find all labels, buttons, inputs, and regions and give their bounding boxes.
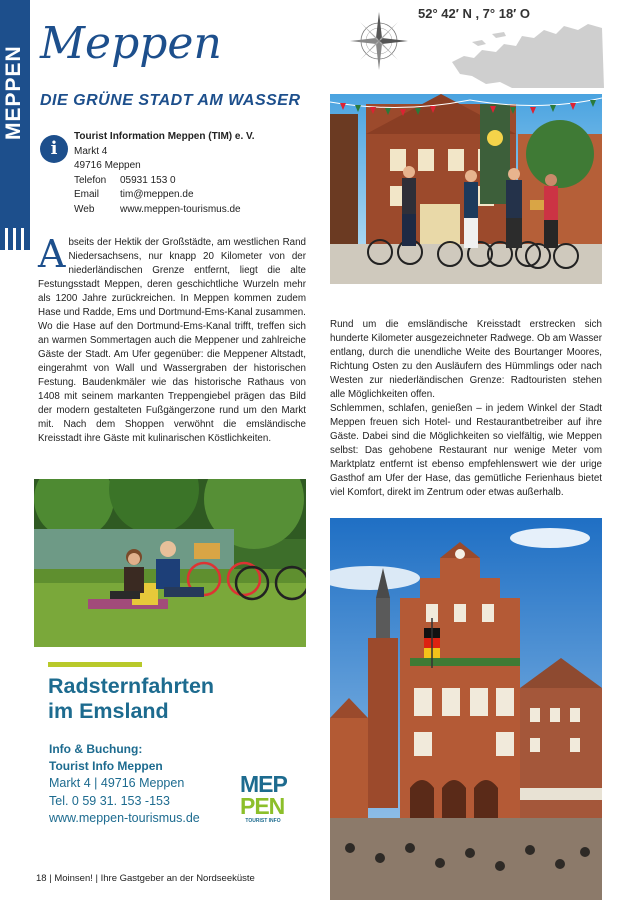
logo-sub-text: TOURIST INFO — [245, 818, 281, 824]
article-left-column — [38, 232, 306, 446]
photo-town-hall — [330, 518, 602, 900]
logo-bottom-text: PEN — [240, 793, 285, 819]
meppen-tourist-info-logo — [240, 773, 304, 829]
ad-contact — [49, 775, 200, 828]
drop-cap: A — [38, 232, 66, 276]
logo-top-text: MEP — [240, 771, 287, 797]
tourist-info-email-row — [74, 188, 255, 203]
ad-phone[interactable]: Tel. 0 59 31. 153 -153 — [49, 793, 170, 808]
ad-address: Markt 4 | 49716 Meppen — [49, 776, 185, 790]
web-value: www.meppen-tourismus.de — [120, 203, 241, 215]
article-paragraph-4: Schlemmen, schlafen, genießen – in jedem Winkel der Stadt Meppen freuen sich Hotel- und Restaurantbetreiber auf ihre Gäste. Dabei sind die Möglichkeiten so vielfältig, wie Meppen selbst: Das gehobene Restaurant nur wenige Meter vom Marktplatz entfernt ist ebenso empfehlenswert wie der urige Gasthof am Ufer der Hase, das gemütliche Ferienhaus bietet viel Komfort, direkt im Zentrum oder etwas außerhalb. — [330, 403, 602, 498]
ad-heading — [49, 741, 163, 775]
web-label: Web — [74, 203, 95, 215]
tourist-info-name: Tourist Information Meppen (TIM) e. V. — [74, 131, 255, 142]
phone-value: 05931 153 0 — [120, 174, 176, 186]
tourist-info-city: 49716 Meppen — [74, 160, 141, 171]
ad-title-line-2: im Emsland — [48, 699, 169, 723]
tourist-info-street: Markt 4 — [74, 145, 108, 157]
ad-accent-line — [48, 662, 142, 667]
map-silhouette-icon — [452, 22, 604, 88]
page-subtitle: DIE GRÜNE STADT AM WASSER — [40, 92, 301, 109]
sidebar-label: MEPPEN — [2, 45, 25, 140]
info-icon: i — [40, 135, 68, 163]
article-paragraph-1-text: bseits der Hektik der Großstädte, am westlichen Rand Niedersachsens, nur knapp 20 Kilometer von der niederländischen Grenze entfernt, liegt die alte Festungsstadt Meppen, deren geschichtliche Wurzeln mehr als 1200 Jahre zurückreichen. In Meppen kommen zudem Hase und Radde, Ems und Dortmund-Ems-Kanal zusammen. — [38, 237, 306, 318]
ad-heading-line-1: Info & Buchung: — [49, 742, 143, 756]
ad-heading-line-2: Tourist Info Meppen — [49, 759, 163, 773]
phone-label: Telefon — [74, 174, 107, 186]
tourist-info-web-row — [74, 203, 255, 218]
coordinates: 52° 42′ N , 7° 18′ O — [418, 6, 531, 21]
photo-picnic — [34, 479, 306, 647]
tourist-info-block — [74, 130, 255, 217]
ad-title — [48, 674, 214, 724]
compass-icon — [348, 10, 410, 72]
ad-title-line-1: Radsternfahrten — [48, 674, 215, 698]
article-paragraph-3: Rund um die emsländische Kreisstadt erstrecken sich hunderte Kilometer ausgezeichneter Radwege. Ob am Wasser entlang, durch die unendliche Weite des Bourtanger Moores, Richtung Osten zu den Ausläufern des Hümmlings oder nach Westen zur niederländischen Grenze: Radtouristen stehen alle Möglichkeiten offen. — [330, 319, 602, 400]
email-label: Email — [74, 189, 100, 200]
page-title: Meppen — [40, 18, 222, 69]
article-paragraph-1 — [38, 232, 306, 320]
sidebar-stripes — [0, 228, 30, 250]
article-right-column — [330, 318, 602, 500]
photo-cyclists — [330, 94, 602, 284]
article-paragraph-2: Wo die Hase auf den Dortmund-Ems-Kanal trifft, treffen sich an warmen Sommertagen auch die Meppener und zahlreiche Gäste der Stadt. Am Ufer gegenüber: die Meppener Altstadt, eingerahmt von Wall und Wassergraben der historischen Festung. Baudenkmäler wie das historische Rathaus von 1408 mit seinem markanten Treppengiebel prägen das Bild der modern gestalteten Fußgängerzone rund um den Markt mit. Nach dem Shoppen verwöhnt die emsländische Kreisstadt ihre Gäste mit kulinarischen Köstlichkeiten. — [38, 321, 306, 444]
sidebar-band — [0, 0, 30, 250]
tourist-info-phone-row — [74, 174, 255, 189]
email-value: tim@meppen.de — [120, 189, 194, 200]
page-footer: 18 | Moinsen! | Ihre Gastgeber an der Nordseeküste — [36, 873, 255, 884]
ad-web-link[interactable]: www.meppen-tourismus.de — [49, 811, 200, 825]
